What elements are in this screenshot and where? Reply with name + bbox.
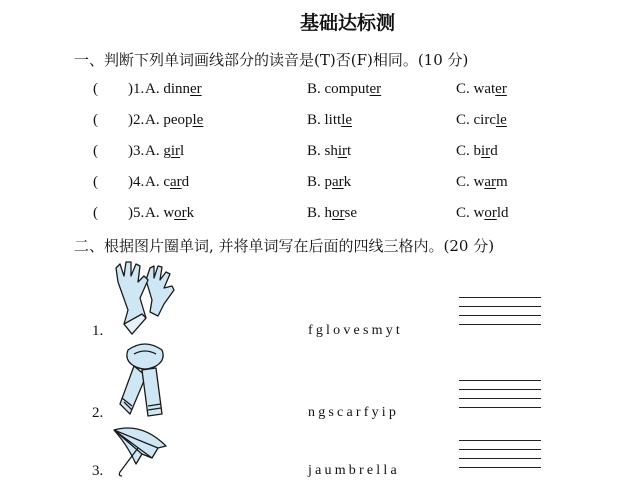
option-b: B. horse	[307, 205, 358, 221]
answer-paren-open: (	[93, 81, 98, 97]
answer-paren-open: (	[93, 143, 98, 159]
letter-grid-2[interactable]: ngscarfyip	[308, 405, 400, 420]
option-b: B. park	[307, 174, 352, 190]
answer-paren-open: (	[93, 112, 98, 128]
letter-grid-3[interactable]: jaumbrella	[308, 463, 400, 478]
question-row-1	[0, 81, 640, 103]
writing-line	[459, 306, 541, 307]
option-b: B. computer	[307, 81, 382, 97]
question-row-5	[0, 205, 640, 227]
question-row-2	[0, 112, 640, 134]
option-a: A. dinner	[145, 81, 202, 97]
option-a: A. work	[145, 205, 195, 221]
writing-line	[459, 389, 541, 390]
option-a: A. girl	[145, 143, 185, 159]
answer-blank[interactable]: )4.	[128, 174, 145, 190]
option-c: C. bird	[456, 143, 498, 159]
question-row-3	[0, 143, 640, 165]
answer-blank[interactable]: )2.	[128, 112, 145, 128]
answer-blank[interactable]: )1.	[128, 81, 145, 97]
letter-grid-1[interactable]: fglovesmyt	[308, 323, 403, 338]
writing-line	[459, 440, 541, 441]
writing-line	[459, 449, 541, 450]
writing-line	[459, 398, 541, 399]
writing-line	[459, 315, 541, 316]
option-c: C. water	[456, 81, 507, 97]
answer-blank[interactable]: )5.	[128, 205, 145, 221]
answer-paren-open: (	[93, 174, 98, 190]
answer-blank[interactable]: )3.	[128, 143, 145, 159]
writing-line	[459, 407, 541, 408]
gloves-icon	[110, 260, 180, 338]
writing-line	[459, 297, 541, 298]
question-row-4	[0, 174, 640, 196]
writing-lines-1[interactable]	[459, 297, 541, 333]
picture-number-3: 3.	[92, 463, 104, 479]
scarf-icon	[112, 340, 178, 420]
writing-line	[459, 467, 541, 468]
option-c: C. warm	[456, 174, 508, 190]
option-a: A. people	[145, 112, 204, 128]
option-a: A. card	[145, 174, 190, 190]
option-c: C. world	[456, 205, 509, 221]
writing-line	[459, 324, 541, 325]
section2-heading: 二、根据图片圈单词, 并将单词写在后面的四线三格内。(20 分)	[74, 237, 495, 255]
section1-heading: 一、判断下列单词画线部分的读音是(T)否(F)相同。(10 分)	[74, 51, 469, 69]
picture-number-1: 1.	[92, 323, 104, 339]
writing-lines-2[interactable]	[459, 380, 541, 416]
page-title: 基础达标测	[299, 12, 395, 34]
writing-lines-3[interactable]	[459, 440, 541, 476]
option-b: B. little	[307, 112, 353, 128]
writing-line	[459, 458, 541, 459]
answer-paren-open: (	[93, 205, 98, 221]
option-b: B. shirt	[307, 143, 352, 159]
picture-number-2: 2.	[92, 405, 104, 421]
writing-line	[459, 380, 541, 381]
option-c: C. circle	[456, 112, 507, 128]
umbrella-icon	[108, 424, 172, 480]
